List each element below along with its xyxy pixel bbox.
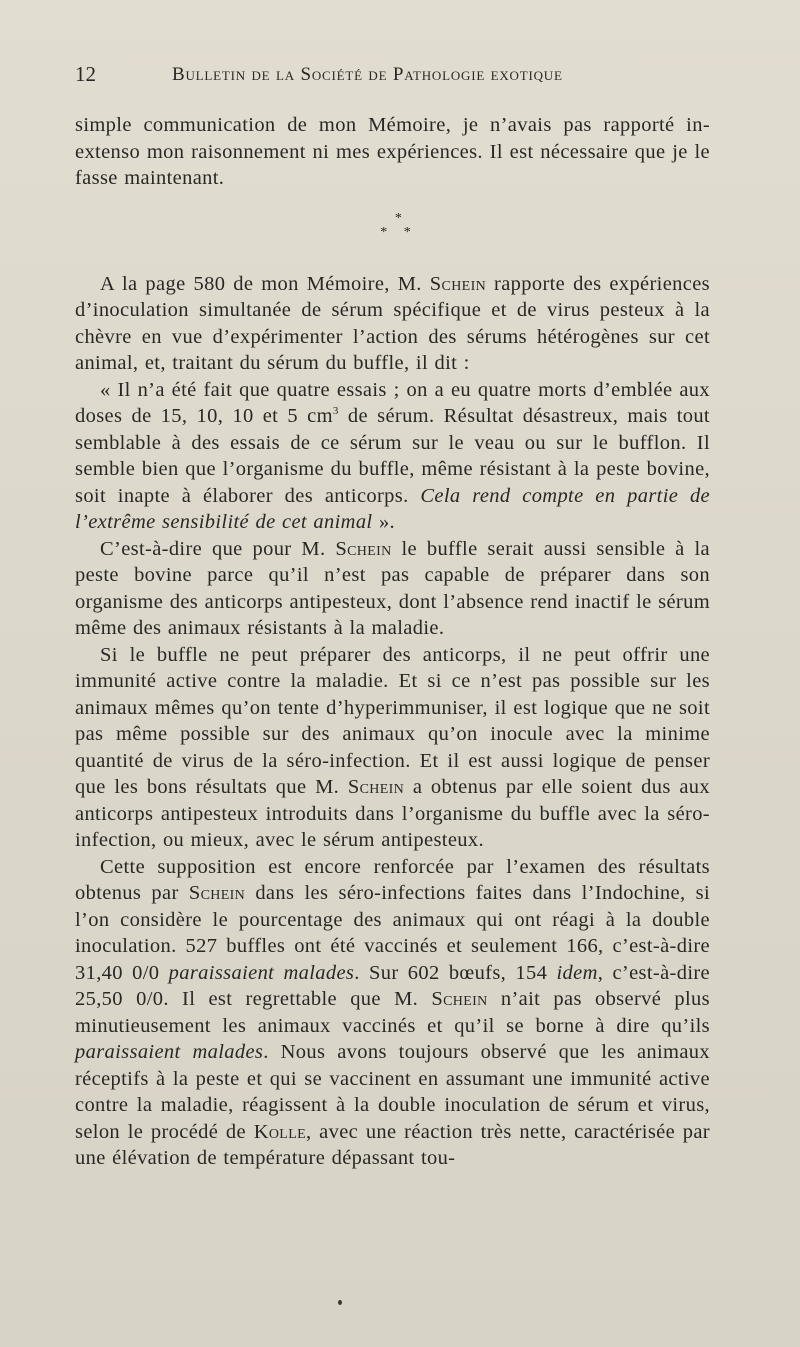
ink-speck [338,1300,342,1305]
paragraph-6-text-b: dans les séro-infections faites dans l’Indochine, si l’on considère le pourcentage des animaux qui ont réagi à la double inoculation. 527 buffles ont été vaccinés et seulement 166, c’est-à-dire 31,40 0/0 [75,882,710,984]
running-title: Bulletin de la Société de Pathologie exotique [172,64,563,85]
quotation-paragraph [75,377,710,536]
quotation-text-b: de sérum. Résultat désastreux, mais tout semblable à des essais de ce sérum sur le veau ou sur le bufflon. Il semble bien que l’organisme du buffle, même résistant à la peste bovine, soit inapte à élaborer des anticorps. [75,405,710,507]
cited-name-kolle: Kolle [253,1120,307,1143]
paragraph-4 [75,536,710,642]
paragraph-6 [75,854,710,1172]
section-separator [75,204,710,256]
author-name: Schein [347,776,405,798]
author-name: Schein [335,537,392,560]
author-name: Schein [188,882,246,904]
body-text [75,112,710,1172]
paragraph-6-italic-1: paraissaient malades [168,961,355,984]
paragraph-2-text-b: rapporte des expériences d’inoculation simultanée de sérum spécifique et de virus pesteux à la chèvre en vue d’expérimenter l’action des sérums hétérogènes sur cet animal, et, traitant du sérum du buffle, il dit : [75,272,710,374]
paragraph-6-text-c: . Sur 602 bœufs, 154 [354,961,548,984]
quotation-close: ». [378,511,396,533]
separator-star-bottom: * * [380,224,417,240]
superscript-3: 3 [332,405,339,417]
paragraph-6-text-a: Cette supposition est encore renforcée par l’examen des résultats obtenus par [75,855,710,904]
separator-star-top: * [394,210,403,226]
paragraph-1-text: simple communication de mon Mémoire, je n’avais pas rapporté in-extenso mon raisonnement ni mes expériences. Il est nécessaire que je le fasse maintenant. [75,114,710,189]
paragraph-6-italic-3: paraissaient malades [75,1041,264,1063]
paragraph-2-text-a: A la page 580 de mon Mémoire, M. [100,272,422,295]
paragraph-1 [75,112,710,192]
paragraph-6-text-g: , avec une réaction très nette, caractérisée par une élévation de température dépassant tou- [75,1120,710,1169]
paragraph-5-text-b: a obtenus par elle soient dus aux anticorps antipesteux introduits dans l’organisme du buffle avec la séro-infection, ou mieux, avec le sérum antipesteux. [75,776,710,851]
page-header [75,62,725,92]
quotation-italic: Cela rend compte en partie de l’extrême sensibilité de cet animal [75,484,711,533]
paragraph-6-text-f: . Nous avons toujours observé que les animaux réceptifs à la peste et qui se vaccinent en assumant une immunité active contre la maladie, réagissent à la double inoculation de sérum et virus, selon le procédé de [75,1041,710,1143]
author-name: Schein [429,272,487,295]
page-number: 12 [75,62,96,86]
paragraph-6-italic-2: idem [556,961,598,984]
paragraph-2 [75,271,710,377]
paragraph-4-text-b: le buffle serait aussi sensible à la peste bovine parce qu’il n’est pas capable de préparer dans son organisme des anticorps antipesteux, dont l’absence rend inactif le sérum même des animaux résistants à la maladie. [75,537,710,639]
paragraph-6-text-d: , c’est-à-dire 25,50 0/0. Il est regrettable que M. [75,961,710,1010]
author-name: Schein [431,988,488,1010]
paragraph-6-text-e: n’ait pas observé plus minutieusement les animaux vaccinés et qu’il se borne à dire qu’ils [75,988,710,1037]
paragraph-5 [75,642,710,854]
quotation-text-a: « Il n’a été fait que quatre essais ; on a eu quatre morts d’emblée aux doses de 15, 10, 10 et 5 cm [75,378,710,427]
paragraph-4-text-a: C’est-à-dire que pour M. [100,537,326,560]
paragraph-5-text-a: Si le buffle ne peut préparer des anticorps, il ne peut offrir une immunité active contre la maladie. Et si ce n’est pas possible sur les animaux mêmes qu’on tente d’hyperimmuniser, il est logique que ne soit pas même possible sur des animaux qu’on inocule avec la minime quantité de virus de la séro-infection. Et il est aussi logique de penser que les bons résultats que M. [75,643,710,798]
